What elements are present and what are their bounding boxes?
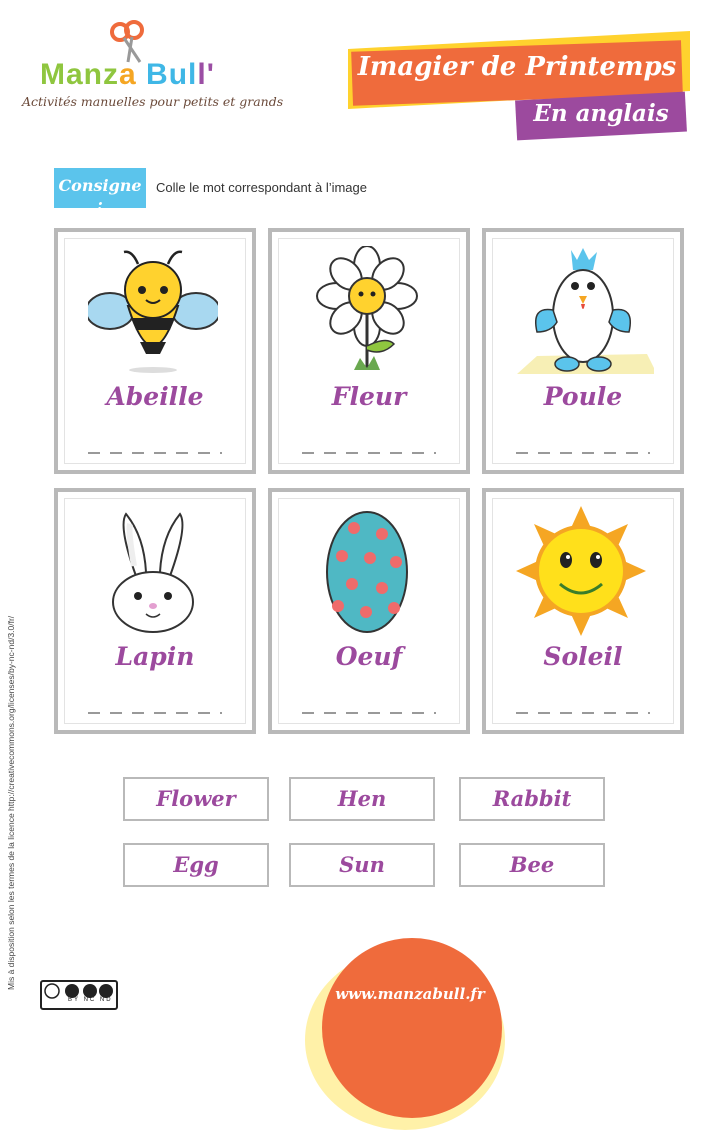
- tagline: Activités manuelles pour petits et grands: [22, 94, 284, 109]
- word-box[interactable]: Bee: [459, 843, 605, 887]
- word-box[interactable]: Rabbit: [459, 777, 605, 821]
- card-sun: [482, 488, 684, 734]
- card-egg: [268, 488, 470, 734]
- logo: Manza Bull': [40, 58, 215, 91]
- bee-icon: [88, 246, 218, 376]
- answer-line: [302, 452, 436, 454]
- rabbit-icon: [88, 506, 218, 636]
- page-subtitle: En anglais: [533, 100, 669, 127]
- sun-icon: [516, 506, 646, 636]
- cc-badges: BY NC ND: [68, 997, 113, 1003]
- card-label: Oeuf: [335, 642, 403, 671]
- answer-line: [516, 452, 650, 454]
- instruction-text: Colle le mot correspondant à l’image: [156, 180, 367, 195]
- card-label: Soleil: [543, 642, 623, 671]
- card-rabbit: [54, 488, 256, 734]
- egg-icon: [302, 506, 432, 636]
- word-box[interactable]: Flower: [123, 777, 269, 821]
- card-bee: [54, 228, 256, 474]
- license-text: Mis à disposition selon les termes de la licence http://creativecommons.org/licenses/by-nc-nd/3.0/fr/: [6, 615, 16, 990]
- hen-icon: [510, 246, 654, 376]
- card-label: Abeille: [106, 382, 204, 411]
- card-label: Lapin: [115, 642, 195, 671]
- instruction-label: Consigne :: [58, 176, 142, 214]
- word-box[interactable]: Hen: [289, 777, 435, 821]
- card-label: Fleur: [331, 382, 407, 411]
- answer-line: [302, 712, 436, 714]
- card-hen: [482, 228, 684, 474]
- footer-badge: [322, 938, 502, 1118]
- website-link[interactable]: www.manzabull.fr: [335, 985, 485, 1003]
- answer-line: [88, 712, 222, 714]
- word-box[interactable]: Sun: [289, 843, 435, 887]
- page-title: Imagier de Printemps: [357, 52, 677, 82]
- answer-line: [516, 712, 650, 714]
- word-box[interactable]: Egg: [123, 843, 269, 887]
- cc-license-icon: [40, 980, 118, 1010]
- answer-line: [88, 452, 222, 454]
- flower-icon: [302, 246, 432, 376]
- card-label: Poule: [543, 382, 623, 411]
- card-flower: [268, 228, 470, 474]
